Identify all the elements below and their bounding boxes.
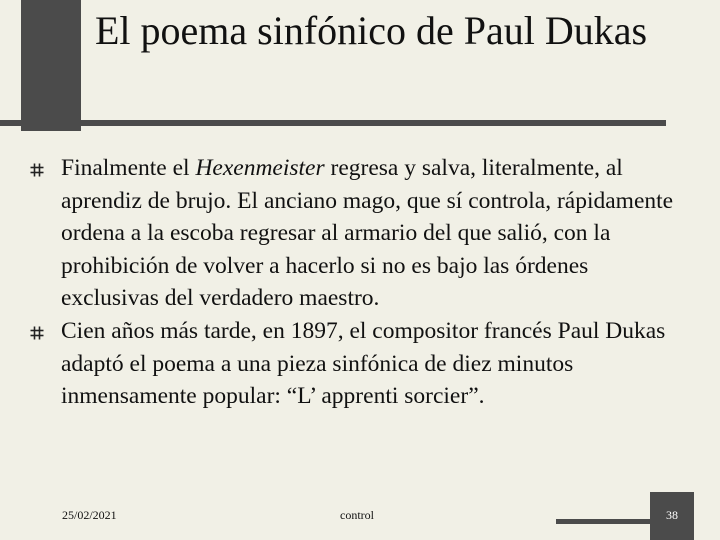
bullet-list [30,152,690,413]
hash-bullet-icon [30,326,44,340]
slide-title: El poema sinfónico de Paul Dukas [95,8,648,53]
footer-date: 25/02/2021 [62,508,117,522]
bullet-text-end: regresa y salva, literalmente, al aprendiz de brujo. El anciano mago, que sí controla, rápidamente ordena a la escoba regresar al armario del que salió, con la prohibición de volver a hacerlo si no es bajo las órdenes exclusivas del verdadero maestro. [61,155,674,312]
bullet-item [30,315,690,413]
bullet-text: Cien años más tarde, en 1897, el compositor francés Paul Dukas adaptó el poema a una pieza sinfónica de diez minutos inmensamente popular: “L’ apprenti sorcier”. [61,317,666,410]
hash-bullet-icon [30,163,44,177]
bullet-text-start: Finalmente el [61,155,196,181]
bullet-item [30,152,690,315]
decorative-vertical-bar [21,0,81,131]
bullet-emphasis: Hexenmeister [195,155,325,181]
decorative-horizontal-bar [0,120,666,126]
page-number: 38 [666,508,678,522]
footer-label: control [340,508,374,522]
